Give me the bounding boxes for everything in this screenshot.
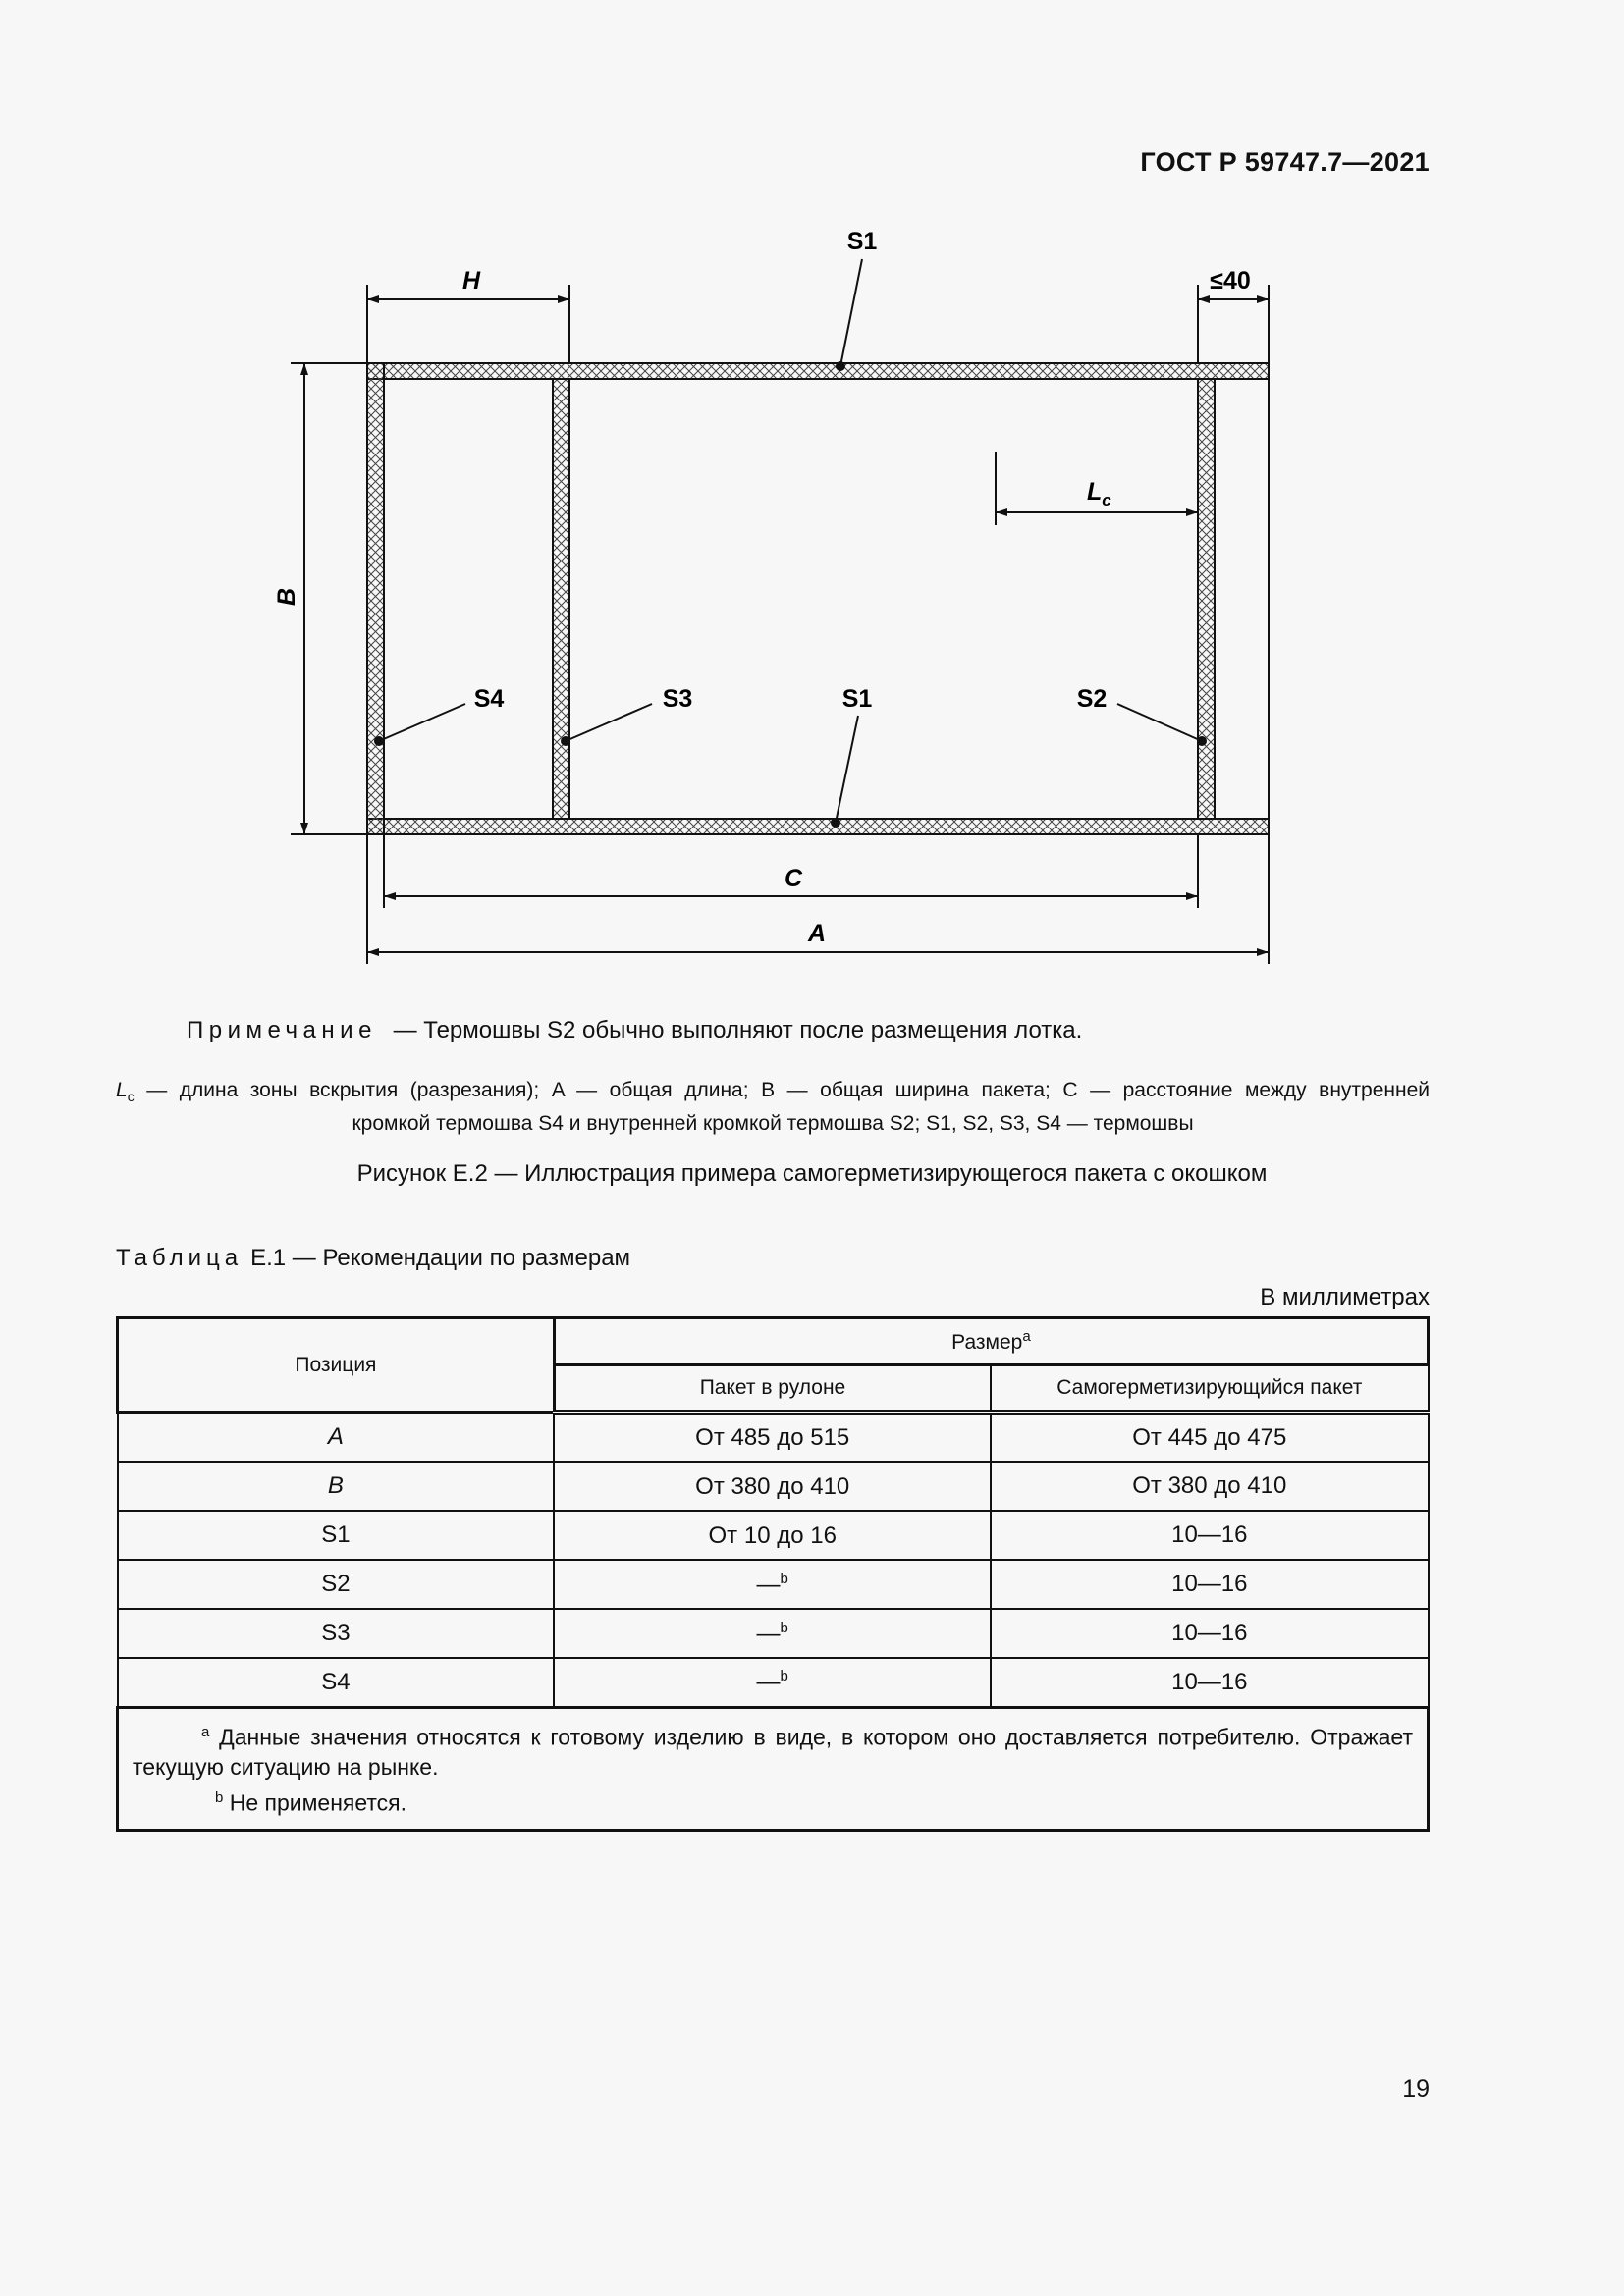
table-units: В миллиметрах: [1260, 1284, 1430, 1310]
table-row: [118, 1511, 1429, 1560]
cell-roll: От 10 до 16: [554, 1511, 991, 1560]
footnote-a-mark: a: [201, 1723, 210, 1740]
label-c: C: [784, 865, 803, 892]
col-header-roll: Пакет в рулоне: [554, 1365, 991, 1413]
dimensions-table: [116, 1316, 1430, 1832]
leader-dot-s2: [1198, 737, 1206, 745]
document-id-header: ГОСТ Р 59747.7—2021: [1140, 147, 1430, 177]
label-s2: S2: [1076, 685, 1108, 713]
leader-s1-bottom: [836, 716, 858, 823]
legend-lc-symbol: L: [116, 1079, 128, 1101]
dimension-lines: [304, 299, 1269, 952]
label-max40: ≤40: [1210, 267, 1251, 294]
legend-line-2: кромкой термошва S4 и внутренней кромкой термошва S2; S1, S2, S3, S4 — термошвы: [352, 1112, 1194, 1136]
package-inner-outline-main: [569, 379, 1198, 819]
leader-lines: [375, 259, 1206, 827]
cell-roll: —$^b$: [554, 1560, 991, 1609]
cell-position: S3: [118, 1609, 555, 1658]
leader-dot-s1-bottom: [832, 819, 839, 827]
table-row: [118, 1609, 1429, 1658]
label-s3: S3: [662, 685, 693, 713]
table-footnotes: [118, 1707, 1429, 1830]
cell-position: S2: [118, 1560, 555, 1609]
label-s1-top: S1: [846, 228, 878, 255]
leader-dot-s3: [562, 737, 569, 745]
figure-legend: [116, 1077, 1430, 1138]
leader-s2: [1117, 704, 1202, 741]
package-inner-outline-left: [384, 379, 553, 819]
seam-s3: [553, 379, 569, 819]
cell-roll: От 485 до 515: [554, 1413, 991, 1463]
footnotes-cell: [118, 1707, 1429, 1830]
table-row: [118, 1560, 1429, 1609]
footnote-b-mark: b: [215, 1789, 224, 1807]
table-title-text: Е.1 — Рекомендации по размерам: [250, 1245, 631, 1271]
label-h: H: [461, 267, 481, 294]
leader-dot-s4: [375, 737, 383, 745]
table-title-label: Таблица: [116, 1245, 244, 1271]
label-lc-main: L: [1087, 478, 1103, 506]
table-title: [116, 1245, 630, 1272]
extension-lines: [291, 285, 1269, 964]
cell-self-sealing: 10—16: [991, 1511, 1428, 1560]
col-header-self-sealing: Самогерметизирующийся пакет: [991, 1365, 1428, 1413]
figure-caption: Рисунок Е.2 — Иллюстрация примера самогерметизирующегося пакета с окошком: [356, 1160, 1268, 1187]
figure-labels: [273, 228, 1251, 947]
note-label: Примечание: [187, 1017, 377, 1043]
label-s4: S4: [473, 685, 505, 713]
leader-dot-s1-top: [837, 362, 844, 370]
note-text: — Термошвы S2 обычно выполняют после размещения лотка.: [386, 1017, 1083, 1043]
footnote-a-text: Данные значения относятся к готовому изделию в виде, в котором оно доставляется потребителю. Отражает текущую ситуацию на рынке.: [133, 1724, 1413, 1781]
cell-position: B: [118, 1462, 555, 1511]
cell-position: A: [118, 1413, 555, 1463]
cell-self-sealing: 10—16: [991, 1609, 1428, 1658]
cell-position: S4: [118, 1658, 555, 1707]
cell-roll: —$^b$: [554, 1609, 991, 1658]
legend-line-1-text: — длина зоны вскрытия (разрезания); A — общая длина; B — общая ширина пакета; C — расстояние между внутренней: [134, 1079, 1430, 1101]
label-lc: [1087, 478, 1111, 509]
leader-s1-top: [840, 259, 862, 366]
col-header-position: Позиция: [118, 1318, 555, 1413]
package-drawing: [0, 0, 1624, 991]
seam-s1-bottom: [367, 819, 1269, 834]
table-row: [118, 1658, 1429, 1707]
cell-self-sealing: От 445 до 475: [991, 1413, 1428, 1463]
table-row: [118, 1462, 1429, 1511]
label-lc-sub: c: [1102, 491, 1111, 509]
col-header-size-text: Размер: [951, 1331, 1023, 1354]
cell-self-sealing: От 380 до 410: [991, 1462, 1428, 1511]
footnote-b: [133, 1783, 1413, 1819]
footnote-b-text: Не применяется.: [223, 1789, 407, 1816]
cell-self-sealing: 10—16: [991, 1658, 1428, 1707]
leader-s3: [566, 704, 652, 741]
page-number: 19: [1402, 2075, 1430, 2103]
cell-position: S1: [118, 1511, 555, 1560]
seam-s1-top: [367, 363, 1269, 379]
cell-roll: От 380 до 410: [554, 1462, 991, 1511]
cell-self-sealing: 10—16: [991, 1560, 1428, 1609]
footnote-a: [133, 1717, 1413, 1784]
col-header-size-footnote-mark: a: [1022, 1328, 1031, 1345]
label-s1-bottom: S1: [841, 685, 873, 713]
cell-roll: —$^b$: [554, 1658, 991, 1707]
col-header-size: [554, 1318, 1428, 1365]
seam-s2: [1198, 379, 1215, 819]
label-a: A: [807, 920, 827, 947]
figure-note: [187, 1017, 1082, 1044]
legend-lc-sub: c: [127, 1089, 135, 1105]
table-row: [118, 1413, 1429, 1463]
label-b: B: [273, 587, 300, 607]
legend-line-1: [116, 1077, 1430, 1110]
leader-s4: [379, 704, 465, 741]
seams: [367, 363, 1269, 834]
seam-s4: [367, 363, 384, 834]
